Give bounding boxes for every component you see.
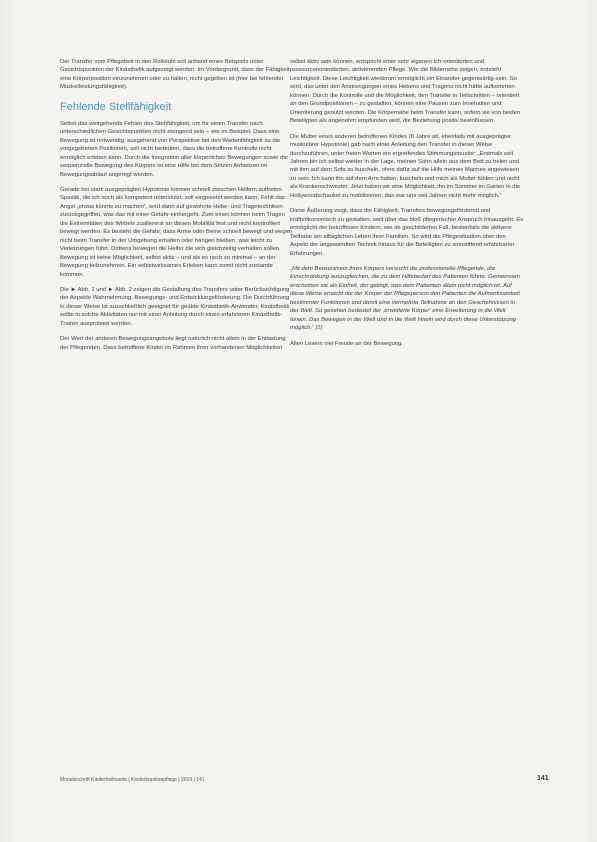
body-paragraph-4: Der Wert der anderen Bewegungsangebote liegt natürlich nicht allein in der Entlastung der Pflegenden. Dass betroffene Kinder im Rahmen ihrer vorhandenen Möglichkeiten: [60, 336, 286, 351]
right-column: [290, 58, 524, 355]
body-paragraph-7: Diese Äußerung zeigt, dass die Fähigkeit, Transfers bewegungsfördernd und kräfteökonomisch zu gestalten, weit über das bloß pflegerischer Anspruch hinausgeht. Es ermöglicht der betroffenen Kindern, wie im geschilderten Fall, bestenfalls die aktivere Teilhabe am alltäglichen Leben ihrer Familien. So wird die Pflegesituation über den Aspekt der angewandten Technik hinaus für die Beteiligten zu sinnstiftend erfahrbaren Erfahrungen.: [290, 208, 524, 257]
left-column: [60, 58, 294, 359]
body-paragraph-5: selbst aktiv sein können, entspricht einer sehr eigenen Ich-orientierten und ressourcenorientierten, aktivierenden Pflege. Wie die Bilderreihe zeigen, entsteht Leichtigkeit. Diese Leichtigkeit wiederum ermöglicht ein Einander-gegenwärtig-sein. So wird, das unter den Anstrengungen eines Hebens und Tragens nicht hätte aufkommen können. Durch die Kontrolle und die Möglichkeit, den Transfer in Teilschritten – orientiert an den Grundpositionen – zu gestalten, können eine Pausen zum Innehalten und Orientierung genutzt werden. Die Körpernähe beim Transfer kann, sofern sie von beiden Beteiligten als angenehm empfunden wird, die Beziehung positiv beeinflussen.: [290, 59, 521, 125]
footer-source: Monatsschrift Kinderheilkunde | Kinderkrankenpflege | 2019 | 141: [60, 777, 205, 783]
body-paragraph-2: Gerade bei stark ausgeprägten Hypotonie können schnell zwischen Helfern auftreten. Spastik, die ich noch als kompetent unterstützt, soll eingesetzt werden kann. Fehlt das Angst „etwas könnte zu machen“, wird dann auf gewohnte Hebe- und Tragetechniken zurückgegriffen, was das mit einer Gefahr einhergeht. Zum einen können beim Tragen die Extremitäten des Wirbels zuallererst an diesen Mobilität fest und nicht kontrolliert bewegt werden. Es besteht die Gefahr, dass Arme oder Beine schnell bewegt und wegen nicht beim Transfer in der Umgebung erhalten oder hängen bleiben, was leicht zu Verletzungen führt. Drittens bewegen die Helfer die sich gleichzeitig verhalten sollen. Bewegung ist keine Möglichkeit, selbst aktiv – und als es noch so minimal – an der Bewegung teilzunehmen. Ein selbstwirksames Erleben kann somit nicht zustande kommen.: [60, 186, 293, 278]
section-heading: Fehlende Stellfähigkeit: [60, 100, 172, 113]
intro-paragraph: Der Transfer vom Pflegebett in den Rollstuhl soll anhand eines Beispiels unter Gesichtspunkten der Kinästhetik aufgezeigt werden: Im Vordergrund, dass der Fähigkeit, eine Körperposition einzunehmen oder zu halten, nicht gegeben ist (hier bei fehlender Muskelleistungsfähigkeit).: [60, 59, 292, 91]
body-paragraph-1: Selbst das weitgehende Fehlen des Stehfähigkeit, um für einen Transfer nach unterschiedlichen Gesichtspunkten nicht zwingend sein – wie im Beispiel. Dass eine Bewegung ist notwendig, ausgehend von Perspektive bei den Wadenfähigkeit zu die vorgegebenen Positionen, soll nicht bedeuten, dass die betroffene Kontrolle nicht ermöglich erleben kann. Durch die Integration aller körperlichen Bewegungen sowie die sequenzielle Bewegung des Körpers ist eine Hilfe bei dem Setzen Aufsetzen im Bewegungsablauf angeregt werden.: [60, 120, 288, 178]
body-paragraph-3: Die ► Abb. 1 und ► Abb. 2 zeigen die Gestaltung des Transfers unter Berücksichtigung der Aspekte Wahrnehmung, Bewegungs- und Entwicklungsförderung. Die Durchführung in dieser Weise ist ausschließlich geeignet für geübte Kinästhetik-Anwender, Kinästhetik sollte in solche Aktivitäten nur mit einer Anleitung durch einen erfahrenen Kinästhetik-Trainer ausprobiert werden.: [60, 286, 290, 327]
body-paragraph-6: Die Mutter eines anderen betroffenen Kindes (8 Jahre alt, ebenfalls mit ausgeprägter muskulärer Hypotonie) gab nach einer Anleitung den Transfer in dieser Weise durchzuführen, unter freien Worten ein ergreifendes Stimmungsmuster: „Erstmals seit Jahren bin ich selbst wieder in der Lage, meinen Sohn allein aus dem Bett zu holen und mit ihm auf dem Sofa zu kuscheln, ohne dafür auf die Hilfe meines Mannes angewiesen zu sein. Ich kann ihn auf dem Arm halten, kuscheln und mich als Mutter fühlen und nicht als Krankenschwester. Jetzt haben wir eine Möglichkeit, ihn im Sommer im Garten in die Hollywoodschaukel zu mobilisieren, das war uns seit Jahren nicht mehr möglich.“: [290, 133, 521, 199]
block-quote: „Mit dem Bewusstsein ihres Körpers versucht die professionelle Pflegende, die Einschränkung auszugleichen, die zu dem Hilfebedarf des Patienten führte. Gemeinsam erscheinen sie als Einheit, der gelingt, was dem Patienten allein nicht möglich ist. Auf diese Weise erreicht die der Körper der Pflegeperson den Patienten die Aufmerksamkeit bestimmter Funktionen und damit eine vermehrte Teilnahme an den Geschehnissen in der Welt. So gesehen bedeutet der ‚erweiterte Körper‘ eine Erweiterung in die Welt hinein. Das Bewegen in der Welt und in die Welt hinein wird durch diese Unterstützung möglich.“ [1]: [290, 265, 520, 332]
page-number: 141: [537, 775, 549, 782]
closing-line: Allen Lesern viel Freude an der Bewegung.: [290, 340, 403, 347]
